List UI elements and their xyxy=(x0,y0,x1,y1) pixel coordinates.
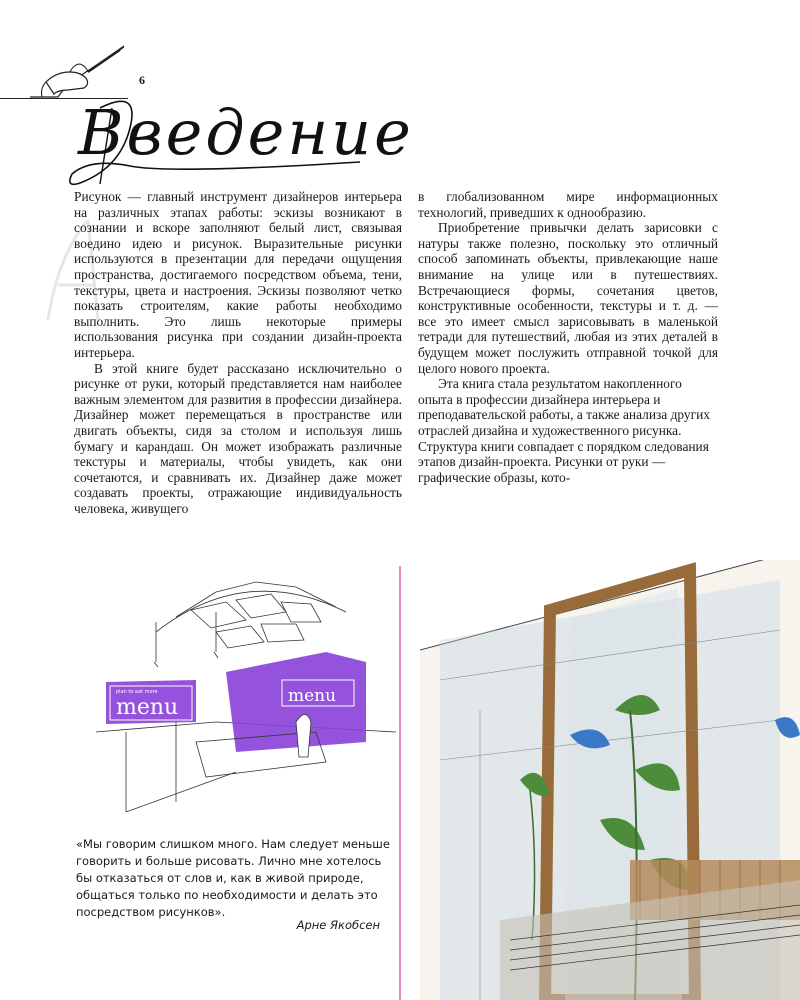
paragraph: Рисунок — главный инструмент дизайнеров интерьера на различных этапах работы: эскизы возникают в сознании и вскоре заполняют белый лист, связывая воедино идею и рисунок. Выразительные рисунки используются в презентации для передачи ощущения пространства, достигаемого посредством объема, тени, текстуры, цвета и настроения. Эскизы позволяют четко показать строителям, какие работы необходимо выполнить. Это лишь некоторые примеры использования рисунка при создании дизайн-проекта интерьера. xyxy=(74,189,402,360)
paragraph: Приобретение привычки делать зарисовки с натуры также полезно, поскольку это отличный способ запоминать объекты, привлекающие наше внимание на улице или в путешествиях. Встречающиеся формы, сочетания цветов, конструктивные особенности, текстуры и т. д. — все это имеет смысл зарисовывать в маленькой тетради для путешествий, любая из этих деталей в будущем может послужить отправной точкой для целого нового проекта. xyxy=(418,220,718,376)
page-title: Введение xyxy=(78,96,414,169)
paragraph: в глобализованном мире информационных технологий, приведших к однообразию. xyxy=(418,189,718,220)
paragraph: Эта книга стала результатом накопленного опыта в профессии дизайнера интерьера и преподавательской работы, а также анализа других отраслей дизайна и художественного рисунка. Структура книги совпадает с порядком следования этапов дизайн-проекта. Рисунки от руки — графические образы, кото- xyxy=(418,376,710,485)
column-divider xyxy=(399,566,401,1000)
quote-text: «Мы говорим слишком много. Нам следует меньше говорить и больше рисовать. Лично мне хотелось бы отказаться от слов и, как в живой природе, общаться только по необходимости и делать это посредством рисунков». xyxy=(76,837,390,919)
menu-sign-small-text: plan to eat more xyxy=(116,689,158,695)
right-text-column xyxy=(418,189,718,485)
menu-sign-text: menu xyxy=(288,686,337,706)
quote-author: Арне Якобсен xyxy=(296,918,380,932)
page-number: 6 xyxy=(139,73,145,87)
storefront-sketch-illustration xyxy=(420,560,800,1000)
menu-sign-text: menu xyxy=(116,695,179,720)
paragraph: В этой книге будет рассказано исключительно о рисунке от руки, который представляется нам наиболее важным элементом для развития в профессии дизайнера. Дизайнер может перемещаться в пространстве или двигать объекты, сидя за столом и используя лишь бумагу и карандаш. Он может изображать различные текстуры и материалы, чтобы увидеть, как они сочетаются, и сравнивать их. Дизайнер даже может создавать проекты, отражающие индивидуальность человека, живущего xyxy=(74,360,402,516)
left-text-column xyxy=(74,189,402,516)
interior-sketch-illustration xyxy=(96,572,396,812)
